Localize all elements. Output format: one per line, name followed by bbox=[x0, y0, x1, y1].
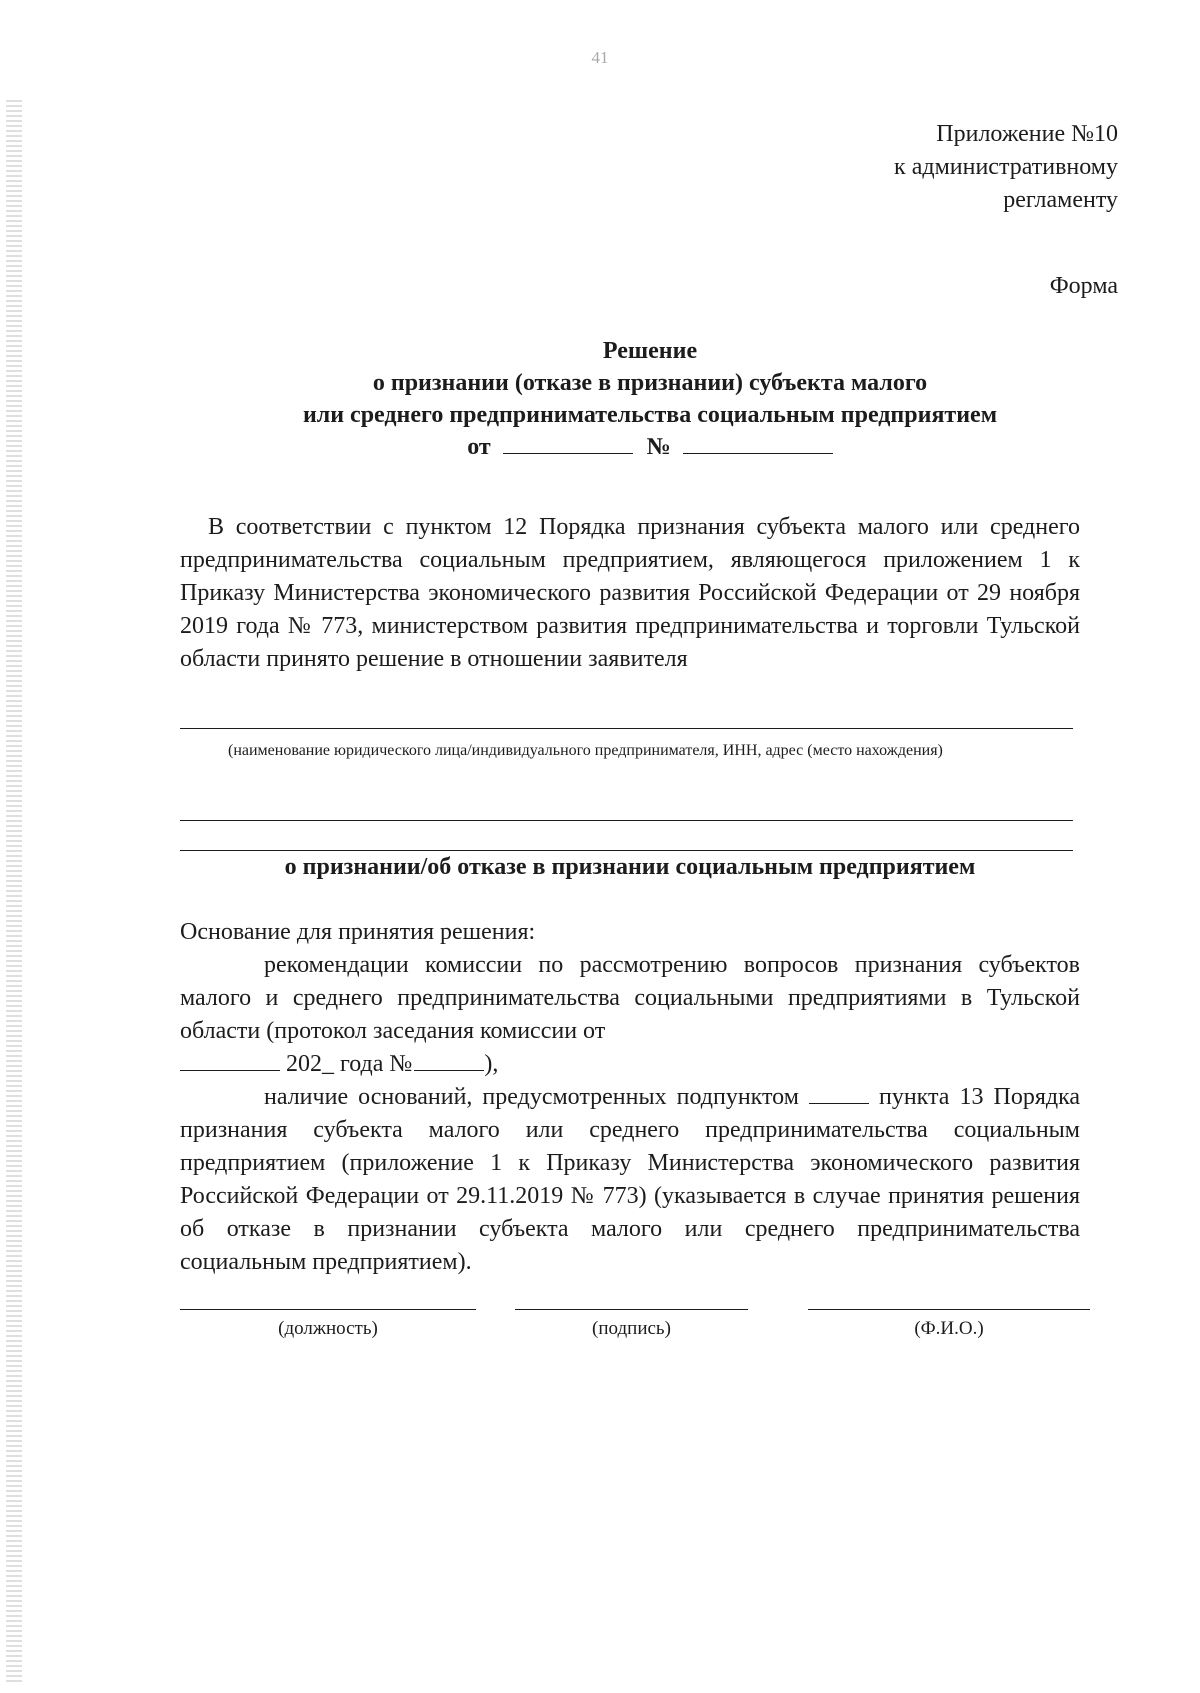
title-date-number-line bbox=[180, 431, 1120, 463]
basis-1-text: рекомендации комиссии по рассмотрению вопросов признания субъектов малого и среднего предпринимательства социальными предприятиями в Тульской области (протокол заседания комиссии от bbox=[180, 952, 1080, 1044]
form-label: Форма bbox=[1049, 273, 1118, 299]
annex-number: Приложение №10 bbox=[936, 121, 1118, 147]
full-name-label: (Ф.И.О.) bbox=[914, 1318, 984, 1339]
applicant-line-2[interactable] bbox=[180, 820, 1073, 821]
basis-2-text: пункта 13 Порядка признания субъекта малого или среднего предпринимательства социальным предприятием (приложение 1 к Приказу Министерства экономического развития Российской Федерации от 29.11.2019 № 773) (указывается в случае принятия решения об отказе в признании субъекта малого или среднего предпринимательства социальным предприятием). bbox=[180, 1084, 1081, 1275]
number-label: № bbox=[646, 434, 671, 460]
applicant-hint bbox=[180, 740, 1080, 762]
protocol-number-blank[interactable] bbox=[414, 1050, 484, 1071]
title-line-3: или среднего предпринимательства социальным предприятием bbox=[302, 402, 998, 428]
position-label: (должность) bbox=[278, 1318, 378, 1339]
basis-item-2 bbox=[180, 1081, 1080, 1279]
signature-label: (подпись) bbox=[592, 1318, 671, 1339]
annex-doc: регламенту bbox=[1003, 187, 1118, 213]
decision-heading: о признании/об отказе в признании социальным предприятием bbox=[284, 854, 976, 880]
title-line-2: о признании (отказе в признании) субъекта малого bbox=[372, 370, 928, 396]
annex-to: к административному bbox=[894, 154, 1118, 180]
position-signature-line[interactable] bbox=[180, 1309, 476, 1310]
basis-2-prefix: наличие оснований, предусмотренных подпунктом bbox=[264, 1084, 799, 1110]
intro-text: В соответствии с пунктом 12 Порядка признания субъекта малого или среднего предпринимательства социальным предприятием, являющегося приложением 1 к Приказу Министерства экономического развития Российской Федерации от 29 ноября 2019 года № 773, министерством развития предпринимательства и торговли Тульской области принято решение в отношении заявителя bbox=[180, 514, 1080, 672]
intro-paragraph bbox=[180, 511, 1080, 676]
applicant-hint-text: (наименование юридического лица/индивидуального предпринимателя, ИНН, адрес (место нахождения) bbox=[228, 742, 943, 759]
number-blank[interactable] bbox=[683, 433, 833, 454]
page-number: 41 bbox=[591, 48, 609, 67]
basis-item-1 bbox=[180, 949, 1080, 1081]
basis-label: Основание для принятия решения: bbox=[180, 919, 536, 945]
decision-line[interactable] bbox=[180, 850, 1073, 851]
annex-reference bbox=[894, 118, 1118, 217]
basis-1-year: 202_ года № bbox=[286, 1051, 413, 1077]
scan-margin-strip bbox=[6, 100, 22, 1685]
document-title bbox=[180, 335, 1120, 463]
full-name-signature-line[interactable] bbox=[808, 1309, 1090, 1310]
date-blank[interactable] bbox=[503, 433, 633, 454]
protocol-date-blank[interactable] bbox=[180, 1050, 280, 1071]
applicant-line[interactable] bbox=[180, 728, 1073, 729]
signature-line[interactable] bbox=[515, 1309, 748, 1310]
basis-1-close: ), bbox=[484, 1051, 499, 1077]
title-line-1: Решение bbox=[602, 338, 698, 364]
subparagraph-blank[interactable] bbox=[809, 1083, 869, 1104]
from-label: от bbox=[467, 434, 491, 460]
